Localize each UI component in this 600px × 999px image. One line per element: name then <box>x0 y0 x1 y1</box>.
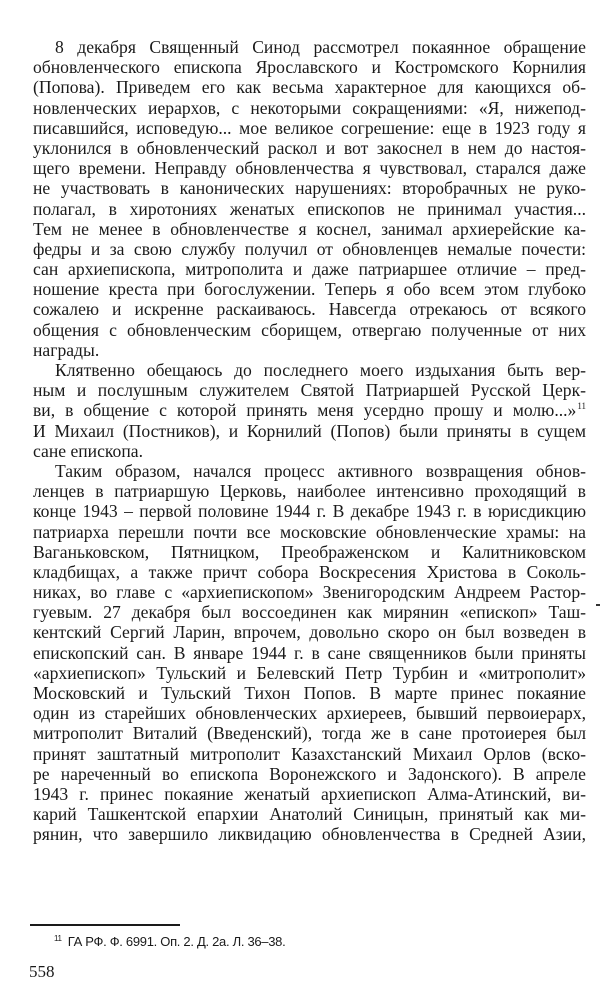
text-line: уклонился в обновленческий раскол и вот закоснел в нем до настоя- <box>33 137 586 158</box>
footnote-number: 11 <box>54 934 62 943</box>
text-line: карий Ташкентской епархии Анатолий Синицын, принятый как ми- <box>33 804 586 825</box>
page-body <box>33 37 586 845</box>
text-line: новленческих иерархов, с некоторыми сокращениями: «Я, нижепод- <box>33 97 586 118</box>
text-line: ным и послушным служителем Святой Патриаршей Русской Церк- <box>33 380 586 401</box>
text-line: И Михаил (Постников), и Корнилий (Попов) были приняты в сущем <box>33 420 586 441</box>
text-line: ленцев в патриаршую Церковь, наиболее интенсивно проходящий в <box>33 481 586 502</box>
text-line: кентский Сергий Ларин, впрочем, довольно скоро он был возведен в <box>33 622 586 643</box>
text-line: Московский и Тульский Тихон Попов. В марте принес покаяние <box>33 683 586 703</box>
text-line: «архиепископ» Тульский и Белевский Петр Турбин и «митрополит» <box>33 662 586 683</box>
text-line: федры и за свою службу получил от обновленцев немалые почести: <box>33 238 586 259</box>
paragraph-2 <box>33 360 586 461</box>
text-line-with-footnote <box>33 400 586 420</box>
text-line: принят заштатный митрополит Казахстанский Михаил Орлов (вско- <box>33 743 586 764</box>
text-line: сожалею и искренне раскаиваюсь. Навсегда отрекаюсь от всякого <box>33 299 586 320</box>
text-line: 8 декабря Священный Синод рассмотрел покаянное обращение <box>55 37 586 57</box>
text-line: (Попова). Приведем его как весьма характерное для кающихся об- <box>33 77 586 98</box>
text-line: патриарха перешли почти все московские обновленческие храмы: на <box>33 521 586 542</box>
footnote-text: ГА РФ. Ф. 6991. Оп. 2. Д. 2а. Л. 36–38. <box>67 934 286 949</box>
footnote-divider <box>30 924 180 926</box>
text-line: щего времени. Неправду обновленчества я чувствовал, старался даже <box>33 158 586 179</box>
text-line: обновленческого епископа Ярославского и Костромского Корнилия <box>33 57 586 78</box>
footnote-reference[interactable]: 11 <box>577 401 586 412</box>
text-line: 1943 г. принес покаяние женатый архиепископ Алма-Атинский, ви- <box>33 783 586 804</box>
text-line: сан архиепископа, митрополита и даже патриаршее отличие – пред- <box>33 259 586 280</box>
text-line: не участвовать в канонических нарушениях: второбрачных не руко- <box>33 178 586 199</box>
page-number: 558 <box>29 962 55 981</box>
text-line: полагал, в хиротониях женатых епископов не принимал участия... <box>33 198 586 219</box>
text-line: писавшийся, исповедую... мое великое согрешение: еще в 1923 году я <box>33 117 586 138</box>
text-line: кладбищах, а также причт собора Воскресения Христова в Соколь- <box>33 561 586 582</box>
scan-mark <box>596 604 600 606</box>
footnote <box>54 931 285 950</box>
text-line: Тем не менее в обновленчестве я коснел, занимал архиерейские ка- <box>33 218 586 239</box>
text-line: ношение креста при богослужении. Теперь я обо всем этом глубоко <box>33 279 586 300</box>
paragraph-1 <box>33 37 586 360</box>
text-line: гуевым. 27 декабря был воссоединен как мирянин «епископ» Таш- <box>33 602 586 623</box>
text-line: награды. <box>33 339 100 360</box>
text-line: общения с обновленческим сборищем, отвергаю полученные от них <box>33 319 586 340</box>
text-line: конце 1943 – первой половине 1944 г. В декабре 1943 г. в юрисдикцию <box>33 501 586 522</box>
text-line: митрополит Виталий (Введенский), тогда же в сане протоиерея был <box>33 723 586 744</box>
text-line: сане епископа. <box>33 440 143 461</box>
text-line: рянин, что завершило ликвидацию обновленчества в Средней Азии, <box>33 824 586 845</box>
text-line: епископский сан. В январе 1944 г. в сане священников были приняты <box>33 642 586 663</box>
text-line: Клятвенно обещаюсь до последнего моего издыхания быть вер- <box>55 360 586 380</box>
text-line: Таким образом, начался процесс активного возвращения обнов- <box>55 460 586 481</box>
text-line: ви, в общение с которой принять меня усердно прошу и молю...» <box>33 400 577 421</box>
text-line: один из старейших обновленческих архиереев, бывший первоиерарх, <box>33 703 586 724</box>
paragraph-3 <box>33 461 586 845</box>
text-line: никах, во главе с «архиепископом» Звенигородским Андреем Растор- <box>33 582 586 603</box>
text-line: Ваганьковском, Пятницком, Преображенском и Калитниковском <box>33 541 586 562</box>
text-line: ре нареченный во епископа Воронежского и Задонского). В апреле <box>33 763 586 784</box>
